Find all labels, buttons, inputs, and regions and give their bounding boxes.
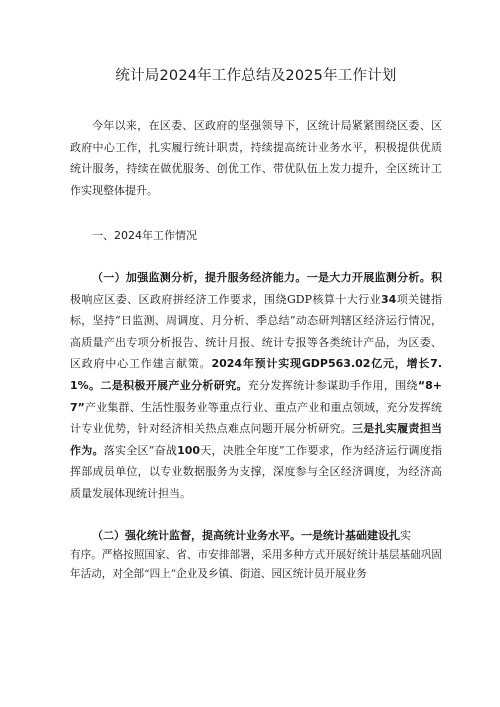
section-heading-2024: 一、2024年工作情况 bbox=[92, 229, 197, 243]
paragraph-text: 充分发挥统计参谋助手作用，围绕 bbox=[247, 378, 418, 392]
paragraph-monitoring-analysis bbox=[70, 267, 442, 505]
bold-gdp-stat: 2024年预计实现GDP563.02亿元，增长7.1%。二是积极开展产业分析研究。 bbox=[70, 357, 442, 392]
paragraph-text: 落实全区”奋战 bbox=[103, 443, 178, 457]
paragraph-text: 极响应区委、区政府拼经济工作要求，围绕GDP核算十大行业 bbox=[70, 292, 381, 306]
intro-paragraph: 今年以来，在区委、区政府的坚强领导下，区统计局紧紧围绕区委、区政府中心工作，扎实履行统计职责，持续提高统计业务水平，积极提供优质统计服务，持续在做优服务、创优工作、带优队伍上发力提升，全区统计工作实现整体提升。 bbox=[70, 119, 442, 197]
paragraph-lead-bold: （一）加强监测分析，提升服务经济能力。一是大力开展监测分析。积 bbox=[92, 270, 442, 284]
paragraph-text: 天，决胜全年度”工作要求，作为经济运行调度指挥部成员单位，以专业数据服务为支撑，深度参与全区经济调度，为经济高质量发展体现统计担当。 bbox=[70, 443, 443, 500]
bold-subheading: 三是扎实履责担当作为。 bbox=[70, 422, 442, 457]
paragraph-text: 产业集群、生活性服务业等重点行业、重点产业和重点领域，充分发挥统计专业优势，针对经济相关热点难点问题开展分析研究。 bbox=[70, 400, 442, 436]
document-title: 统计局2024年工作总结及2025年工作计划 bbox=[115, 68, 397, 84]
bold-number: 34 bbox=[381, 292, 397, 306]
bold-industry-cluster: “8+7” bbox=[70, 378, 442, 414]
paragraph-statistical-supervision-cont: 有序。严格按照国家、省、市安排部署，采用多种方式开展好统计基层基础巩固年活动，对全部“四上”企业及乡镇、街道、园区统计员开展业务 bbox=[70, 549, 442, 580]
bold-number: 100 bbox=[177, 443, 201, 457]
paragraph-text: 项关键指标，坚持“日监测、周调度、月分析、季总结”动态研判辖区经济运行情况，高质量产出专项分析报告、统计月报、统计专报等各类统计产品，为区委、区政府中心工作建言献策。 bbox=[70, 292, 443, 371]
paragraph-text: 实 bbox=[400, 528, 411, 542]
paragraph-lead-bold: （二）强化统计监督，提高统计业务水平。一是统计基础建设扎 bbox=[92, 528, 400, 542]
paragraph-statistical-supervision bbox=[70, 525, 442, 547]
